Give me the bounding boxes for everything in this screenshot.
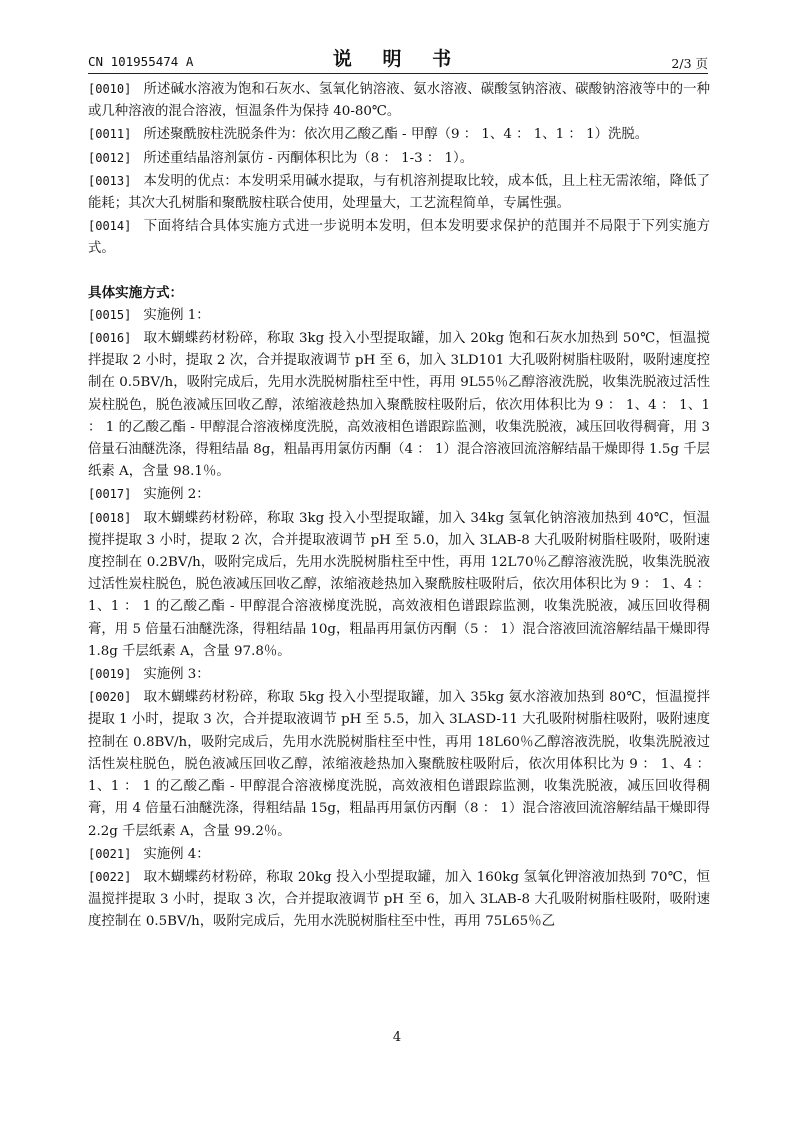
paragraph <box>88 123 710 146</box>
paragraph-text: 取木蝴蝶药材粉碎，称取 5kg 投入小型提取罐，加入 35kg 氨水溶液加热到 80℃，恒温搅拌提取 1 小时，提取 3 次，合并提取液调节 pH 至 5.5，加入 3LASD-11 大孔吸附树脂柱吸附，吸附速度控制在 0.8BV/h，吸附完成后，先用水洗脱树脂柱至中性，再用 18L60％乙醇溶液洗脱，收集洗脱液过活性炭柱脱色，脱色液减压回收乙醇，浓缩液趁热加入聚酰胺柱吸附后，依次用体积比为 9 ： 1、4 ： 1、1 ： 1 的乙酸乙酯 - 甲醇混合溶液梯度洗脱，高效液相色谱跟踪监测，收集洗脱液，减压回收得稠膏，用 4 倍量石油醚洗涤，得粗结晶 15g，粗晶再用氯仿丙酮（8 ： 1）混合溶液回流溶解结晶干燥即得 2.2g 千层纸素 A，含量 99.2％。 <box>88 690 710 839</box>
paragraph-number: [0012] <box>88 150 132 165</box>
paragraph <box>88 327 710 483</box>
paragraph-number: [0021] <box>88 846 132 861</box>
intro-paragraphs <box>88 78 710 261</box>
paragraph <box>88 78 710 123</box>
paragraph-number: [0011] <box>88 127 132 142</box>
paragraph-text: 实施例 4： <box>143 846 210 862</box>
paragraph-number: [0022] <box>88 869 132 884</box>
paragraph-text: 实施例 2： <box>143 487 210 503</box>
page-number: 4 <box>392 1030 402 1045</box>
page-info: 2/3 页 <box>671 56 708 71</box>
paragraph-text: 取木蝴蝶药材粉碎，称取 20kg 投入小型提取罐，加入 160kg 氢氧化钾溶液加热到 70℃，恒温搅拌提取 3 小时，提取 3 次，合并提取液调节 pH 至 6，加入 3LAB-8 大孔吸附树脂柱吸附，吸附速度控制在 0.5BV/h，吸附完成后，先用水洗脱树脂柱至中性，再用 75L65％乙 <box>88 869 710 930</box>
paragraph <box>88 663 710 686</box>
paragraph-text: 所述聚酰胺柱洗脱条件为：依次用乙酸乙酯 - 甲醇（9 ： 1、4 ： 1、1 ： 1）洗脱。 <box>143 127 649 143</box>
paragraph-number: [0016] <box>88 331 132 346</box>
paragraph-text: 本发明的优点：本发明采用碱水提取，与有机溶剂提取比较，成本低，且上柱无需浓缩，降低了能耗；其次大孔树脂和聚酰胺柱联合使用，处理量大，工艺流程简单，专属性强。 <box>88 173 710 212</box>
paragraph-number: [0017] <box>88 487 132 502</box>
section-spacer <box>88 261 710 282</box>
example-paragraphs <box>88 304 710 934</box>
paragraph-text: 所述重结晶溶剂氯仿 - 丙酮体积比为（8 ： 1-3 ： 1）。 <box>143 150 474 166</box>
paragraph-number: [0010] <box>88 82 132 96</box>
document-body <box>88 78 710 934</box>
paragraph-number: [0014] <box>88 219 132 234</box>
page-header <box>88 44 708 72</box>
paragraph-number: [0015] <box>88 307 132 322</box>
section-title: 具体实施方式： <box>88 284 184 301</box>
paragraph-text: 所述碱水溶液为饱和石灰水、氢氧化钠溶液、氨水溶液、碳酸氢钠溶液、碳酸钠溶液等中的一种或几种溶液的混合溶液，恒温条件为保持 40-80℃。 <box>88 82 710 120</box>
paragraph <box>88 483 710 506</box>
paragraph-text: 取木蝴蝶药材粉碎，称取 3kg 投入小型提取罐，加入 34kg 氢氧化钠溶液加热到 40℃，恒温搅拌提取 3 小时，提取 2 次，合并提取液调节 pH 至 5.0，加入 3LAB-8 大孔吸附树脂柱吸附，吸附速度控制在 0.2BV/h，吸附完成后，先用水洗脱树脂柱至中性，再用 12L70％乙醇溶液洗脱，收集洗脱液过活性炭柱脱色，脱色液减压回收乙醇，浓缩液趁热加入聚酰胺柱吸附后，依次用体积比为 9 ： 1、4 ： 1、1 ： 1 的乙酸乙酯 - 甲醇混合溶液梯度洗脱，高效液相色谱跟踪监测，收集洗脱液，减压回收得稠膏，用 5 倍量石油醚洗涤，得粗结晶 10g，粗晶再用氯仿丙酮（5 ： 1）混合溶液回流溶解结晶干燥即得 1.8g 千层纸素 A，含量 97.8％。 <box>88 510 710 659</box>
paragraph <box>88 304 710 327</box>
document-title: 说 明 书 <box>332 48 464 70</box>
paragraph-text: 实施例 3： <box>143 667 210 683</box>
paragraph-number: [0013] <box>88 173 132 188</box>
paragraph <box>88 170 710 215</box>
paragraph-number: [0018] <box>88 510 132 525</box>
paragraph-text: 实施例 1： <box>143 307 210 323</box>
paragraph <box>88 866 710 934</box>
paragraph-number: [0019] <box>88 667 132 682</box>
paragraph <box>88 843 710 866</box>
paragraph <box>88 147 710 170</box>
paragraph <box>88 215 710 260</box>
patent-number: CN 101955474 A <box>88 54 194 69</box>
paragraph-number: [0020] <box>88 690 132 705</box>
paragraph-text: 取木蝴蝶药材粉碎，称取 3kg 投入小型提取罐，加入 20kg 饱和石灰水加热到 50℃，恒温搅拌提取 2 小时，提取 2 次，合并提取液调节 pH 至 6，加入 3LD101 大孔吸附树脂柱吸附，吸附速度控制在 0.5BV/h，吸附完成后，先用水洗脱树脂柱至中性，再用 9L55％乙醇溶液洗脱，收集洗脱液过活性炭柱脱色，脱色液减压回收乙醇，浓缩液趁热加入聚酰胺柱吸附后，依次用体积比为 9 ： 1、4 ： 1、1 ： 1 的乙酸乙酯 - 甲醇混合溶液梯度洗脱，高效液相色谱跟踪监测，收集洗脱液，减压回收得稠膏，用 3 倍量石油醚洗涤，得粗结晶 8g，粗晶再用氯仿丙酮（4 ： 1）混合溶液回流溶解结晶干燥即得 1.5g 千层纸素 A，含量 98.1％。 <box>88 331 710 480</box>
paragraph <box>88 686 710 842</box>
paragraph-text: 下面将结合具体实施方式进一步说明本发明，但本发明要求保护的范围并不局限于下列实施方式。 <box>88 219 710 257</box>
paragraph <box>88 507 710 663</box>
header-rule <box>88 73 708 74</box>
